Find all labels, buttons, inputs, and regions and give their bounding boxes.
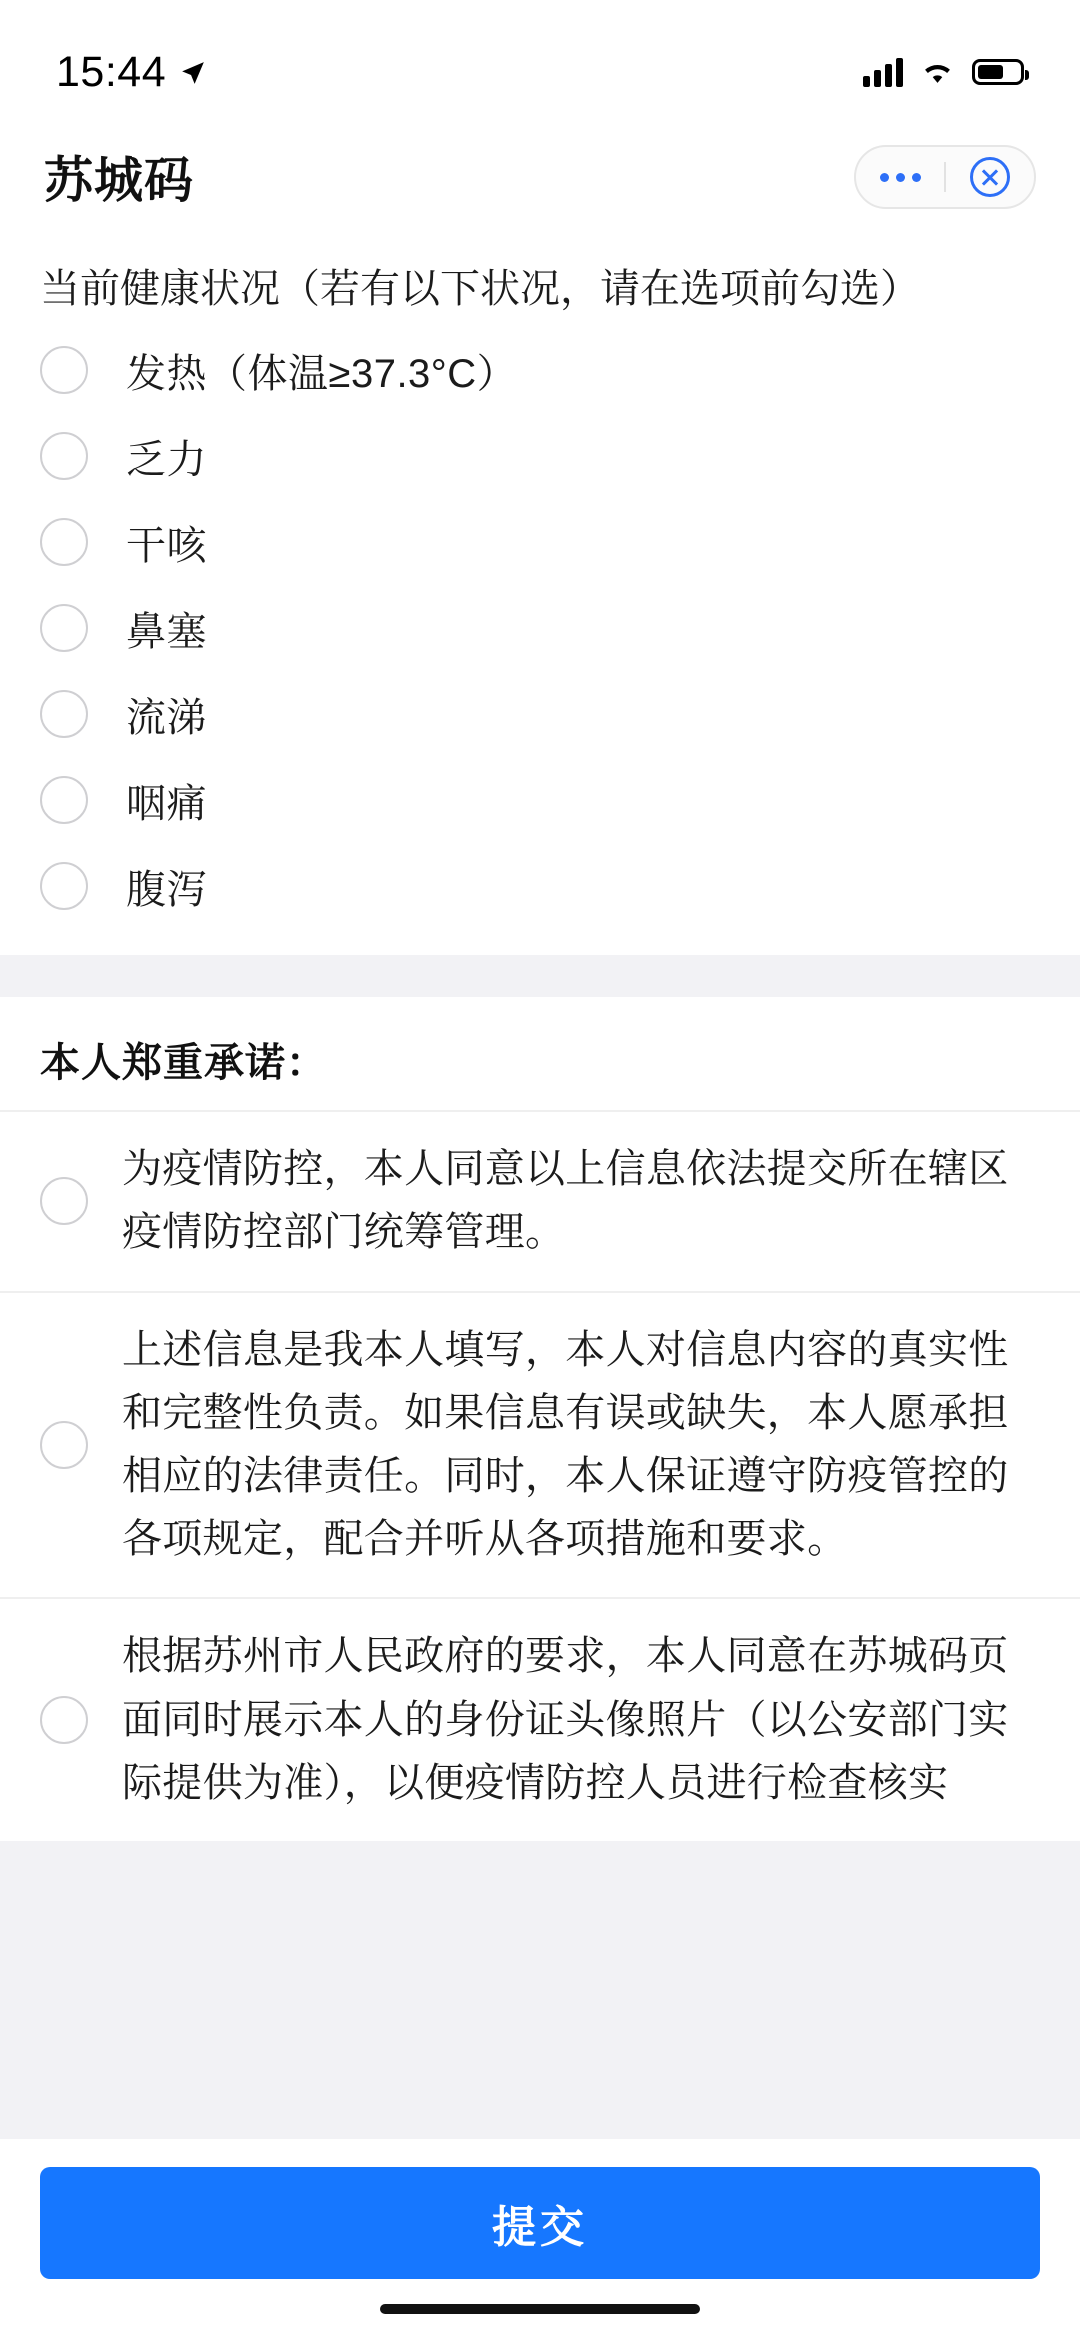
footer-bar xyxy=(0,2139,1080,2279)
location-arrow-icon xyxy=(180,60,206,86)
section-spacer-bottom xyxy=(0,1841,1080,2139)
main-content xyxy=(0,236,1080,2139)
radio-circle-icon[interactable] xyxy=(40,690,88,738)
section-spacer xyxy=(0,955,1080,997)
pledge-text: 为疫情防控，本人同意以上信息依法提交所在辖区疫情防控部门统筹管理。 xyxy=(122,1147,1009,1255)
symptom-option-row[interactable] xyxy=(0,499,1080,585)
symptom-label: 发热（体温≥37.3°C） xyxy=(126,351,518,396)
radio-circle-icon[interactable] xyxy=(40,1421,88,1469)
pledge-option-row[interactable] xyxy=(0,1291,1080,1598)
close-button[interactable] xyxy=(946,147,1034,207)
home-indicator[interactable] xyxy=(380,2304,700,2314)
symptom-option-row[interactable] xyxy=(0,757,1080,843)
pledge-option-row[interactable] xyxy=(0,1110,1080,1290)
symptom-label: 干咳 xyxy=(126,523,207,568)
symptom-option-row[interactable] xyxy=(0,585,1080,671)
symptom-option-list xyxy=(0,327,1080,955)
health-section-title: 当前健康状况（若有以下状况，请在选项前勾选） xyxy=(40,267,920,311)
radio-circle-icon[interactable] xyxy=(40,1177,88,1225)
symptom-option-row[interactable] xyxy=(0,327,1080,413)
mini-program-capsule xyxy=(854,145,1036,209)
status-bar-right xyxy=(863,57,1024,87)
status-bar xyxy=(0,0,1080,118)
pledge-text: 上述信息是我本人填写，本人对信息内容的真实性和完整性负责。如果信息有误或缺失，本人愿承担相应的法律责任。同时，本人保证遵守防疫管控的各项规定，配合并听从各项措施和要求。 xyxy=(122,1327,1009,1562)
radio-circle-icon[interactable] xyxy=(40,862,88,910)
pledge-card xyxy=(0,997,1080,1841)
symptom-label: 鼻塞 xyxy=(126,609,207,654)
radio-circle-icon[interactable] xyxy=(40,518,88,566)
symptom-option-row[interactable] xyxy=(0,843,1080,929)
symptom-label: 流涕 xyxy=(126,695,207,740)
status-time: 15:44 xyxy=(56,47,167,96)
battery-icon xyxy=(972,59,1024,85)
more-menu-button[interactable] xyxy=(856,147,944,207)
submit-button[interactable]: 提交 xyxy=(40,2167,1040,2279)
health-status-card xyxy=(0,236,1080,955)
more-dots-icon xyxy=(880,173,921,182)
symptom-option-row[interactable] xyxy=(0,671,1080,757)
home-indicator-area xyxy=(0,2279,1080,2339)
symptom-option-row[interactable] xyxy=(0,413,1080,499)
wifi-icon xyxy=(919,58,956,86)
close-circle-icon xyxy=(970,157,1010,197)
radio-circle-icon[interactable] xyxy=(40,1696,88,1744)
status-bar-left xyxy=(56,48,206,97)
pledge-option-row[interactable] xyxy=(0,1597,1080,1841)
page-title: 苏城码 xyxy=(44,154,195,208)
radio-circle-icon[interactable] xyxy=(40,604,88,652)
symptom-label: 腹泻 xyxy=(126,867,207,912)
pledge-text: 根据苏州市人民政府的要求，本人同意在苏城码页面同时展示本人的身份证头像照片（以公安部门实际提供为准），以便疫情防控人员进行检查核实 xyxy=(122,1634,1009,1805)
radio-circle-icon[interactable] xyxy=(40,776,88,824)
pledge-section-title: 本人郑重承诺： xyxy=(40,1041,327,1086)
radio-circle-icon[interactable] xyxy=(40,432,88,480)
symptom-label: 咽痛 xyxy=(126,781,207,826)
app-title-bar xyxy=(0,118,1080,236)
cellular-bars-icon xyxy=(863,57,903,87)
symptom-label: 乏力 xyxy=(126,437,207,482)
radio-circle-icon[interactable] xyxy=(40,346,88,394)
